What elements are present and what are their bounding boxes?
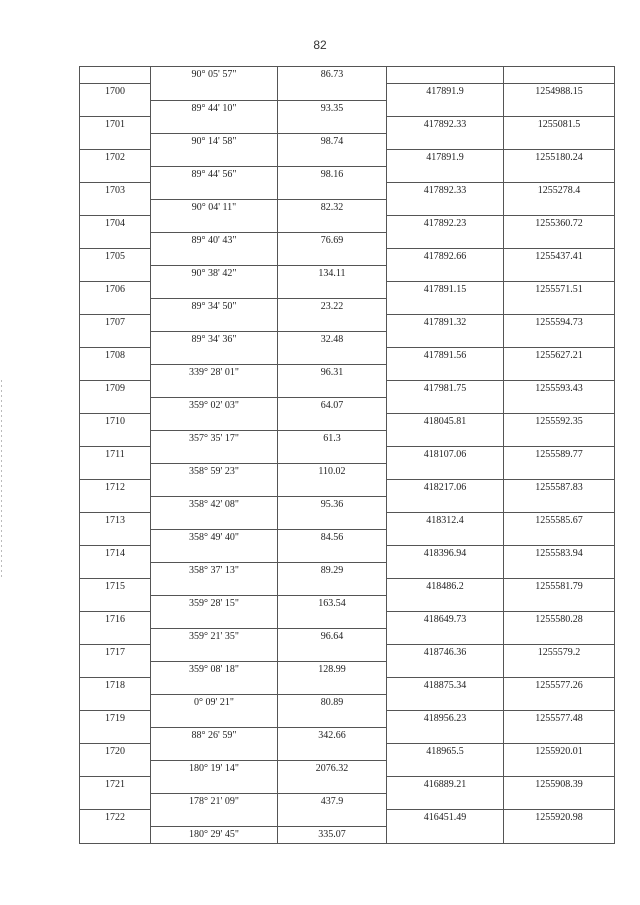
bearing-cell (151, 744, 278, 761)
easting-cell: 1255081.5 (504, 117, 615, 134)
easting-cell: 1255908.39 (504, 777, 615, 794)
distance-cell (278, 348, 387, 365)
bearing-cell (151, 810, 278, 827)
distance-cell (278, 810, 387, 827)
point-id-cell: 1700 (80, 84, 151, 101)
point-id-cell (80, 562, 151, 579)
margin-mark (1, 380, 2, 580)
distance-cell (278, 183, 387, 200)
table-row (80, 199, 615, 216)
distance-cell (278, 150, 387, 167)
bearing-cell (151, 480, 278, 497)
table-row (80, 430, 615, 447)
northing-cell: 417892.23 (387, 216, 504, 233)
table-row (80, 315, 615, 332)
point-id-cell: 1708 (80, 348, 151, 365)
bearing-cell: 359° 28' 15" (151, 595, 278, 612)
easting-cell (504, 793, 615, 810)
point-id-cell: 1710 (80, 414, 151, 431)
easting-cell: 1255571.51 (504, 282, 615, 299)
northing-cell (387, 760, 504, 777)
distance-cell (278, 678, 387, 695)
coordinate-table-body (80, 67, 615, 844)
table-row (80, 298, 615, 315)
distance-cell (278, 216, 387, 233)
table-row (80, 463, 615, 480)
bearing-cell (151, 777, 278, 794)
northing-cell: 418107.06 (387, 447, 504, 464)
distance-cell: 23.22 (278, 298, 387, 315)
bearing-cell: 89° 44' 10" (151, 100, 278, 117)
bearing-cell: 89° 40' 43" (151, 232, 278, 249)
northing-cell (387, 100, 504, 117)
table-row (80, 661, 615, 678)
easting-cell: 1255360.72 (504, 216, 615, 233)
table-row (80, 216, 615, 233)
distance-cell (278, 546, 387, 563)
easting-cell: 1255580.28 (504, 612, 615, 629)
distance-cell: 128.99 (278, 661, 387, 678)
point-id-cell (80, 265, 151, 282)
northing-cell: 418649.73 (387, 612, 504, 629)
table-row (80, 183, 615, 200)
easting-cell (504, 595, 615, 612)
table-row (80, 117, 615, 134)
easting-cell: 1255920.01 (504, 744, 615, 761)
point-id-cell: 1720 (80, 744, 151, 761)
point-id-cell: 1703 (80, 183, 151, 200)
easting-cell (504, 199, 615, 216)
bearing-cell: 90° 38' 42" (151, 265, 278, 282)
distance-cell (278, 414, 387, 431)
point-id-cell: 1709 (80, 381, 151, 398)
point-id-cell: 1706 (80, 282, 151, 299)
point-id-cell: 1718 (80, 678, 151, 695)
table-row (80, 562, 615, 579)
point-id-cell (80, 100, 151, 117)
northing-cell: 416889.21 (387, 777, 504, 794)
northing-cell: 417892.66 (387, 249, 504, 266)
table-row (80, 100, 615, 117)
table-row (80, 282, 615, 299)
easting-cell: 1255583.94 (504, 546, 615, 563)
point-id-cell: 1715 (80, 579, 151, 596)
distance-cell (278, 777, 387, 794)
table-row (80, 496, 615, 513)
distance-cell (278, 447, 387, 464)
bearing-cell (151, 579, 278, 596)
point-id-cell (80, 364, 151, 381)
bearing-cell: 178° 21' 09" (151, 793, 278, 810)
distance-cell: 2076.32 (278, 760, 387, 777)
table-row (80, 166, 615, 183)
coordinate-table (79, 66, 615, 844)
northing-cell: 417891.9 (387, 150, 504, 167)
northing-cell (387, 67, 504, 84)
coordinate-table-wrapper (79, 66, 610, 844)
northing-cell: 418396.94 (387, 546, 504, 563)
easting-cell (504, 265, 615, 282)
distance-cell: 89.29 (278, 562, 387, 579)
northing-cell (387, 793, 504, 810)
bearing-cell: 88° 26' 59" (151, 727, 278, 744)
easting-cell (504, 364, 615, 381)
bearing-cell (151, 381, 278, 398)
table-row (80, 777, 615, 794)
easting-cell: 1255577.26 (504, 678, 615, 695)
bearing-cell (151, 84, 278, 101)
distance-cell (278, 612, 387, 629)
northing-cell: 418217.06 (387, 480, 504, 497)
point-id-cell: 1707 (80, 315, 151, 332)
point-id-cell (80, 595, 151, 612)
table-row (80, 744, 615, 761)
point-id-cell (80, 760, 151, 777)
point-id-cell: 1721 (80, 777, 151, 794)
bearing-cell: 358° 37' 13" (151, 562, 278, 579)
northing-cell: 417892.33 (387, 183, 504, 200)
northing-cell (387, 628, 504, 645)
bearing-cell: 90° 14' 58" (151, 133, 278, 150)
bearing-cell: 0° 09' 21" (151, 694, 278, 711)
point-id-cell (80, 67, 151, 84)
bearing-cell (151, 315, 278, 332)
table-row (80, 579, 615, 596)
northing-cell (387, 199, 504, 216)
distance-cell: 98.74 (278, 133, 387, 150)
distance-cell: 86.73 (278, 67, 387, 84)
distance-cell (278, 645, 387, 662)
distance-cell: 95.36 (278, 496, 387, 513)
table-row (80, 513, 615, 530)
table-row (80, 331, 615, 348)
point-id-cell: 1714 (80, 546, 151, 563)
easting-cell (504, 760, 615, 777)
distance-cell: 61.3 (278, 430, 387, 447)
northing-cell: 417891.9 (387, 84, 504, 101)
point-id-cell (80, 727, 151, 744)
table-row (80, 678, 615, 695)
northing-cell: 418956.23 (387, 711, 504, 728)
easting-cell: 1255577.48 (504, 711, 615, 728)
page-number: 82 (313, 38, 327, 52)
point-id-cell (80, 199, 151, 216)
northing-cell (387, 364, 504, 381)
table-row (80, 810, 615, 827)
easting-cell (504, 232, 615, 249)
easting-cell: 1255593.43 (504, 381, 615, 398)
point-id-cell: 1717 (80, 645, 151, 662)
point-id-cell (80, 694, 151, 711)
easting-cell (504, 496, 615, 513)
table-row (80, 480, 615, 497)
northing-cell (387, 133, 504, 150)
point-id-cell: 1716 (80, 612, 151, 629)
distance-cell: 437.9 (278, 793, 387, 810)
northing-cell: 417892.33 (387, 117, 504, 134)
table-row (80, 793, 615, 810)
point-id-cell: 1713 (80, 513, 151, 530)
bearing-cell: 90° 05' 57" (151, 67, 278, 84)
table-row (80, 364, 615, 381)
northing-cell (387, 694, 504, 711)
distance-cell (278, 282, 387, 299)
easting-cell: 1255278.4 (504, 183, 615, 200)
easting-cell: 1255592.35 (504, 414, 615, 431)
bearing-cell (151, 282, 278, 299)
easting-cell: 1255180.24 (504, 150, 615, 167)
distance-cell: 134.11 (278, 265, 387, 282)
table-row (80, 727, 615, 744)
point-id-cell: 1702 (80, 150, 151, 167)
bearing-cell: 89° 44' 56" (151, 166, 278, 183)
northing-cell: 418312.4 (387, 513, 504, 530)
distance-cell: 96.64 (278, 628, 387, 645)
northing-cell: 418875.34 (387, 678, 504, 695)
bearing-cell (151, 348, 278, 365)
point-id-cell (80, 166, 151, 183)
distance-cell: 82.32 (278, 199, 387, 216)
table-row (80, 612, 615, 629)
table-row (80, 348, 615, 365)
point-id-cell (80, 430, 151, 447)
northing-cell (387, 496, 504, 513)
point-id-cell (80, 496, 151, 513)
easting-cell (504, 529, 615, 546)
bearing-cell: 90° 04' 11" (151, 199, 278, 216)
easting-cell (504, 67, 615, 84)
distance-cell: 80.89 (278, 694, 387, 711)
bearing-cell: 339° 28' 01" (151, 364, 278, 381)
easting-cell (504, 430, 615, 447)
northing-cell (387, 166, 504, 183)
northing-cell (387, 331, 504, 348)
bearing-cell (151, 645, 278, 662)
easting-cell: 1255579.2 (504, 645, 615, 662)
table-row (80, 265, 615, 282)
bearing-cell (151, 150, 278, 167)
distance-cell (278, 744, 387, 761)
bearing-cell (151, 117, 278, 134)
distance-cell (278, 381, 387, 398)
bearing-cell (151, 447, 278, 464)
northing-cell (387, 562, 504, 579)
northing-cell (387, 826, 504, 843)
table-row (80, 628, 615, 645)
distance-cell: 98.16 (278, 166, 387, 183)
easting-cell: 1255581.79 (504, 579, 615, 596)
northing-cell: 418965.5 (387, 744, 504, 761)
point-id-cell (80, 661, 151, 678)
table-row (80, 84, 615, 101)
table-row (80, 546, 615, 563)
table-row (80, 232, 615, 249)
northing-cell (387, 661, 504, 678)
distance-cell: 96.31 (278, 364, 387, 381)
bearing-cell (151, 249, 278, 266)
easting-cell (504, 661, 615, 678)
bearing-cell: 358° 49' 40" (151, 529, 278, 546)
bearing-cell (151, 513, 278, 530)
northing-cell: 417891.32 (387, 315, 504, 332)
bearing-cell: 358° 59' 23" (151, 463, 278, 480)
distance-cell (278, 249, 387, 266)
northing-cell (387, 727, 504, 744)
easting-cell: 1255589.77 (504, 447, 615, 464)
easting-cell (504, 331, 615, 348)
table-row (80, 381, 615, 398)
point-id-cell (80, 232, 151, 249)
table-row (80, 826, 615, 843)
point-id-cell (80, 628, 151, 645)
easting-cell: 1255627.21 (504, 348, 615, 365)
distance-cell: 84.56 (278, 529, 387, 546)
bearing-cell (151, 678, 278, 695)
bearing-cell: 359° 02' 03" (151, 397, 278, 414)
table-row (80, 711, 615, 728)
easting-cell (504, 628, 615, 645)
bearing-cell (151, 414, 278, 431)
northing-cell (387, 265, 504, 282)
point-id-cell: 1705 (80, 249, 151, 266)
bearing-cell (151, 546, 278, 563)
distance-cell: 110.02 (278, 463, 387, 480)
table-row (80, 529, 615, 546)
distance-cell: 64.07 (278, 397, 387, 414)
table-row (80, 760, 615, 777)
easting-cell (504, 166, 615, 183)
table-row (80, 133, 615, 150)
bearing-cell (151, 216, 278, 233)
distance-cell (278, 84, 387, 101)
distance-cell: 76.69 (278, 232, 387, 249)
bearing-cell: 358° 42' 08" (151, 496, 278, 513)
northing-cell: 418746.36 (387, 645, 504, 662)
easting-cell: 1255437.41 (504, 249, 615, 266)
bearing-cell: 359° 08' 18" (151, 661, 278, 678)
table-row (80, 645, 615, 662)
distance-cell (278, 513, 387, 530)
distance-cell: 93.35 (278, 100, 387, 117)
northing-cell (387, 298, 504, 315)
easting-cell: 1255920.98 (504, 810, 615, 827)
distance-cell (278, 480, 387, 497)
easting-cell: 1255587.83 (504, 480, 615, 497)
bearing-cell: 89° 34' 50" (151, 298, 278, 315)
northing-cell (387, 529, 504, 546)
distance-cell (278, 579, 387, 596)
northing-cell: 418486.2 (387, 579, 504, 596)
table-row (80, 694, 615, 711)
northing-cell (387, 397, 504, 414)
table-row (80, 397, 615, 414)
northing-cell (387, 232, 504, 249)
northing-cell: 416451.49 (387, 810, 504, 827)
distance-cell (278, 315, 387, 332)
table-row (80, 150, 615, 167)
point-id-cell (80, 793, 151, 810)
table-row (80, 595, 615, 612)
distance-cell (278, 711, 387, 728)
easting-cell (504, 463, 615, 480)
point-id-cell (80, 826, 151, 843)
northing-cell: 417891.56 (387, 348, 504, 365)
easting-cell (504, 826, 615, 843)
bearing-cell (151, 612, 278, 629)
table-row (80, 249, 615, 266)
table-row (80, 67, 615, 84)
easting-cell: 1255594.73 (504, 315, 615, 332)
point-id-cell: 1711 (80, 447, 151, 464)
northing-cell (387, 430, 504, 447)
easting-cell (504, 727, 615, 744)
point-id-cell (80, 397, 151, 414)
bearing-cell: 180° 29' 45" (151, 826, 278, 843)
easting-cell: 1254988.15 (504, 84, 615, 101)
point-id-cell: 1712 (80, 480, 151, 497)
point-id-cell (80, 331, 151, 348)
point-id-cell: 1701 (80, 117, 151, 134)
easting-cell: 1255585.67 (504, 513, 615, 530)
table-row (80, 447, 615, 464)
distance-cell (278, 117, 387, 134)
point-id-cell: 1719 (80, 711, 151, 728)
distance-cell: 342.66 (278, 727, 387, 744)
point-id-cell (80, 298, 151, 315)
bearing-cell: 180° 19' 14" (151, 760, 278, 777)
table-row (80, 414, 615, 431)
northing-cell: 418045.81 (387, 414, 504, 431)
easting-cell (504, 100, 615, 117)
point-id-cell (80, 529, 151, 546)
point-id-cell: 1722 (80, 810, 151, 827)
distance-cell: 335.07 (278, 826, 387, 843)
bearing-cell: 357° 35' 17" (151, 430, 278, 447)
distance-cell: 32.48 (278, 331, 387, 348)
easting-cell (504, 298, 615, 315)
northing-cell: 417981.75 (387, 381, 504, 398)
easting-cell (504, 562, 615, 579)
easting-cell (504, 133, 615, 150)
northing-cell (387, 463, 504, 480)
bearing-cell: 359° 21' 35" (151, 628, 278, 645)
bearing-cell (151, 711, 278, 728)
bearing-cell (151, 183, 278, 200)
easting-cell (504, 694, 615, 711)
point-id-cell (80, 463, 151, 480)
northing-cell: 417891.15 (387, 282, 504, 299)
point-id-cell: 1704 (80, 216, 151, 233)
northing-cell (387, 595, 504, 612)
easting-cell (504, 397, 615, 414)
distance-cell: 163.54 (278, 595, 387, 612)
point-id-cell (80, 133, 151, 150)
bearing-cell: 89° 34' 36" (151, 331, 278, 348)
